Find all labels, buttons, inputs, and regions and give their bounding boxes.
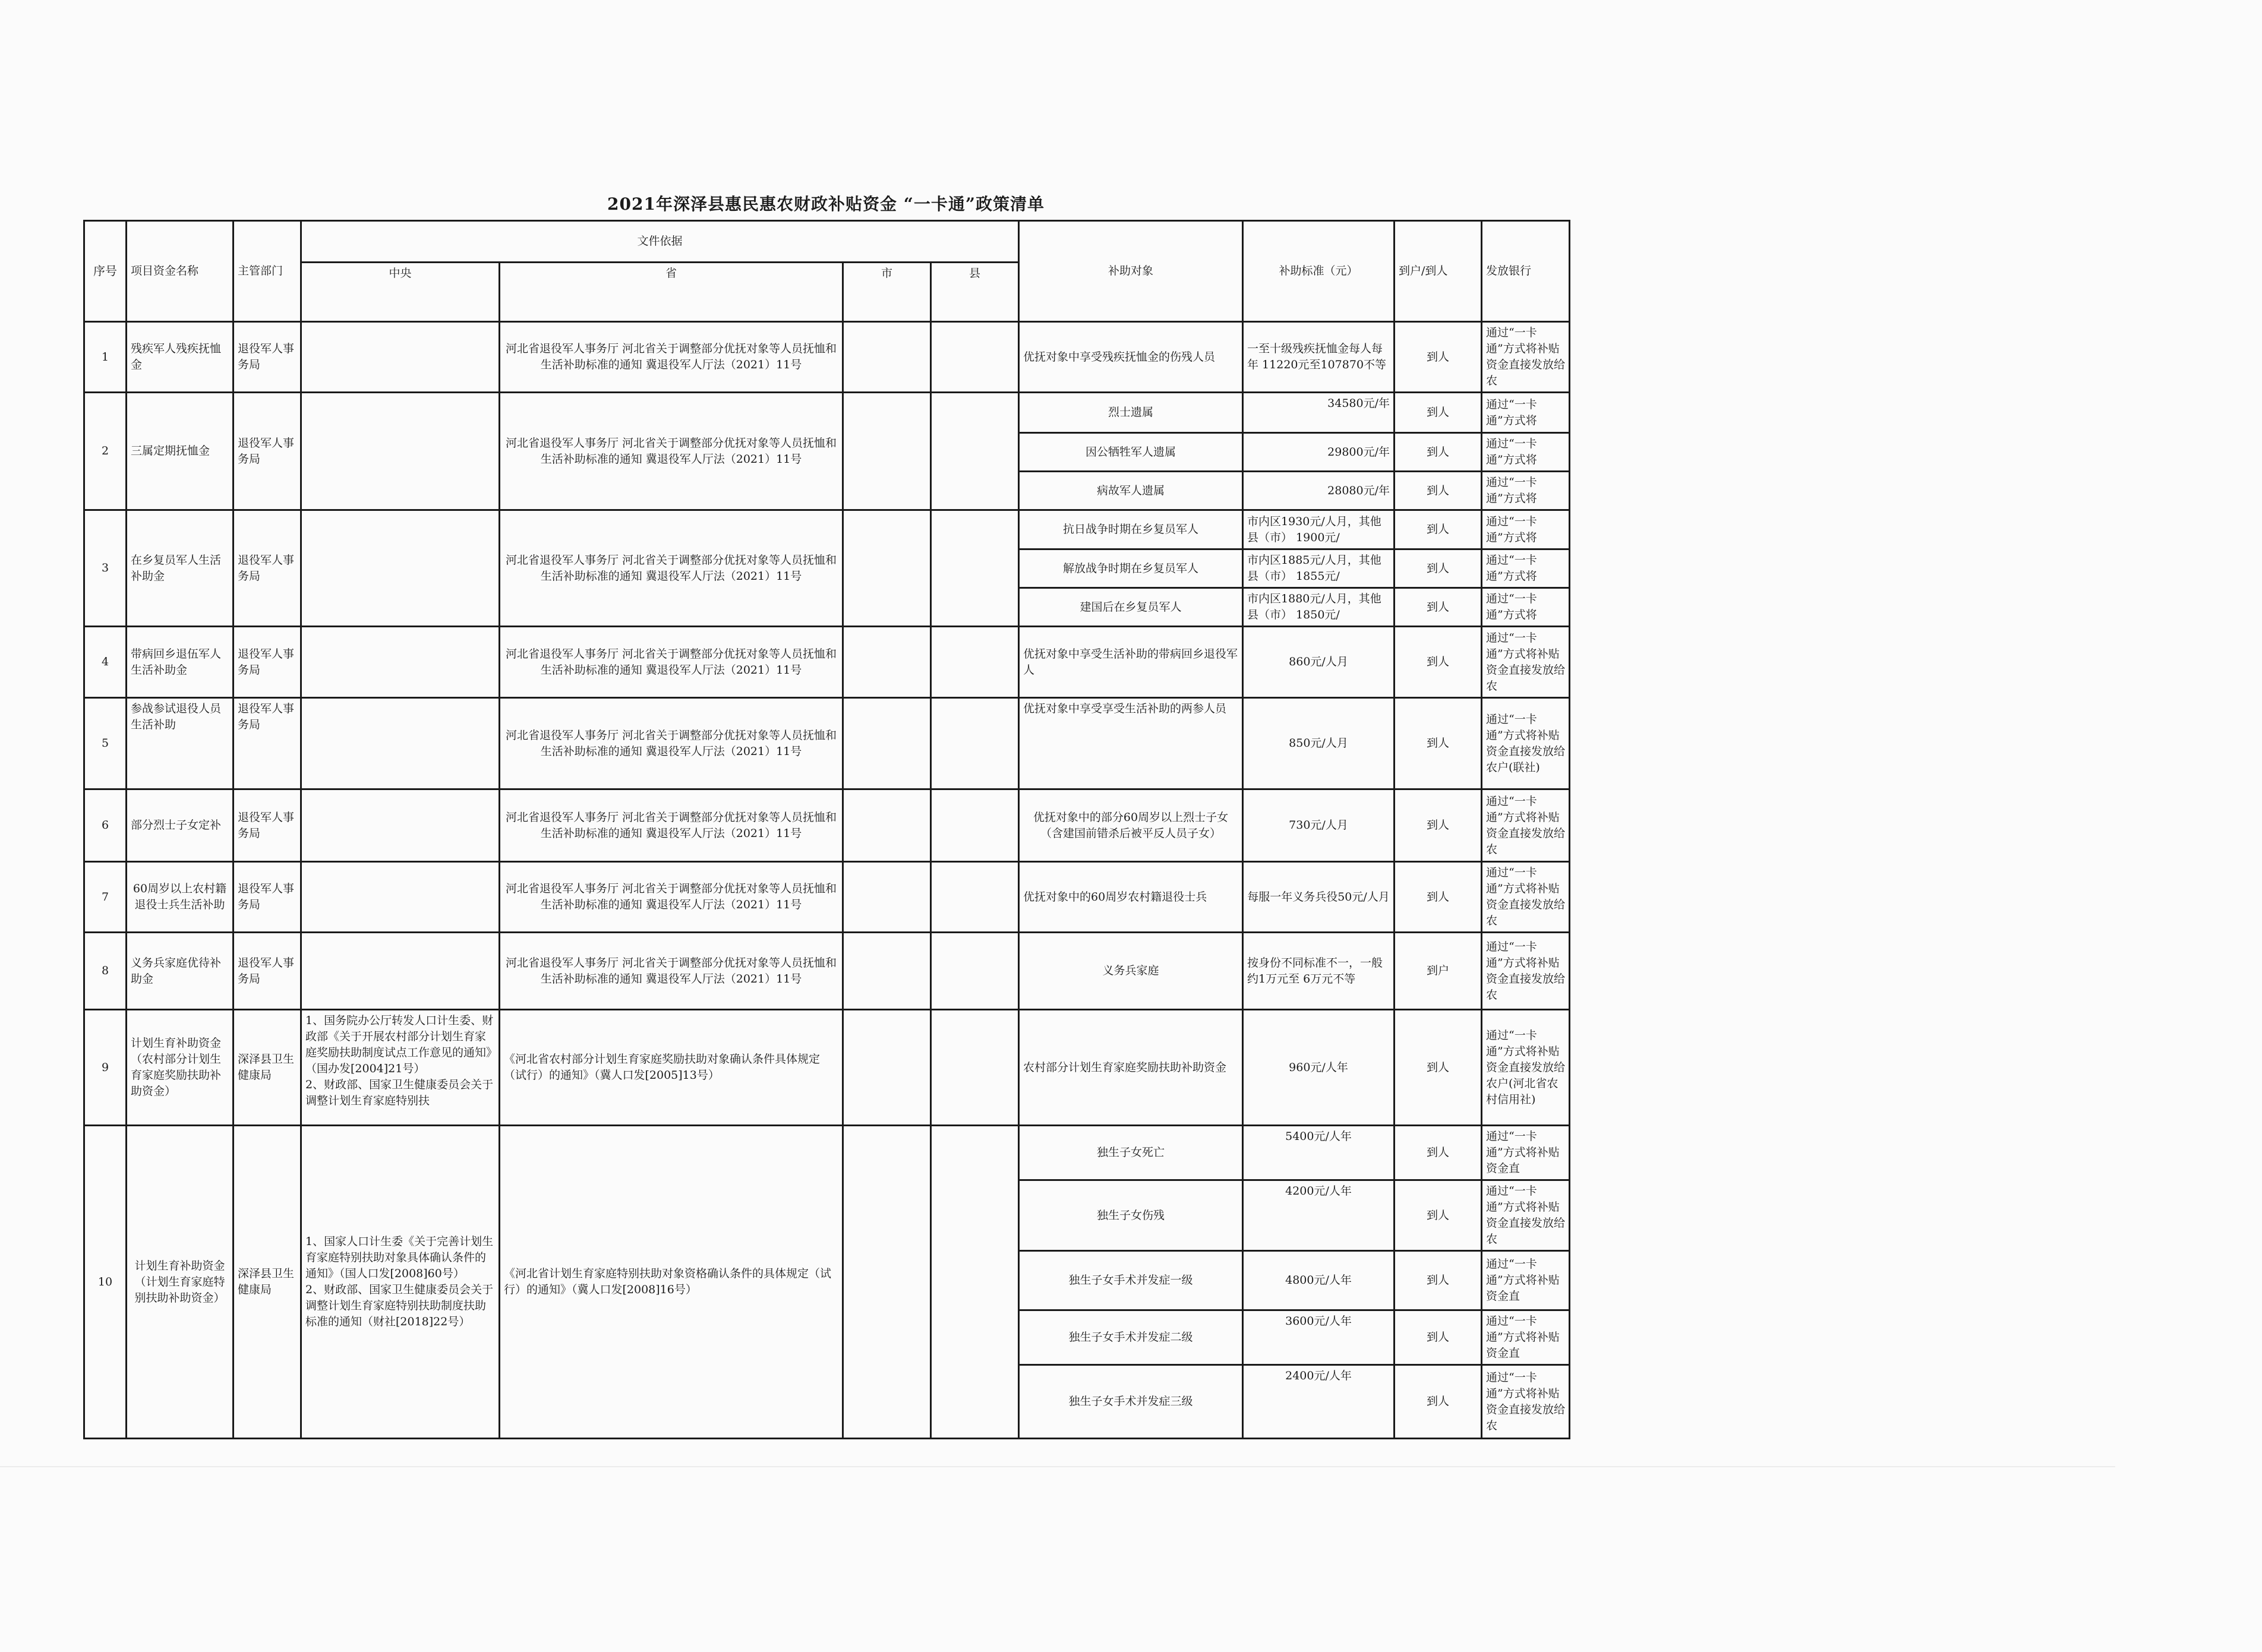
- subsidy-standard: 市内区1885元/人月，其他县（市） 1855元/: [1243, 549, 1395, 588]
- subsidy-target: 优抚对象中的60周岁农村籍退役士兵: [1019, 862, 1243, 933]
- county-basis: [931, 322, 1019, 393]
- table-row: [84, 627, 1570, 698]
- county-basis: [931, 698, 1019, 789]
- subsidy-target: 义务兵家庭: [1019, 933, 1243, 1010]
- subsidy-standard: 市内区1930元/人月，其他县（市） 1900元/: [1243, 510, 1395, 549]
- dept-name: 退役军人事务局: [234, 789, 301, 862]
- bank-info: 通过“一卡通”方式将: [1482, 393, 1570, 433]
- county-basis: [931, 393, 1019, 510]
- row-no: 9: [84, 1010, 127, 1126]
- header-central: 中央: [301, 263, 500, 322]
- delivery-mode: 到人: [1395, 322, 1482, 393]
- row-no: 2: [84, 393, 127, 510]
- delivery-mode: 到人: [1395, 510, 1482, 549]
- project-name: 60周岁以上农村籍退役士兵生活补助: [127, 862, 234, 933]
- header-project: 项目资金名称: [127, 221, 234, 322]
- header-province: 省: [500, 263, 843, 322]
- central-basis: 1、国家人口计生委《关于完善计划生育家庭特别扶助对象具体确认条件的通知》（国人口发[2008]60号） 2、财政部、国家卫生健康委员会关于调整计划生育家庭特别扶助制度扶助标准的通知（财社[2018]22号）: [301, 1126, 500, 1439]
- central-basis: [301, 933, 500, 1010]
- table-row: [84, 698, 1570, 789]
- province-basis: 河北省退役军人事务厅 河北省关于调整部分优抚对象等人员抚恤和生活补助标准的通知 冀退役军人厅法（2021）11号: [500, 322, 843, 393]
- subsidy-standard: 一至十级残疾抚恤金每人每年 11220元至107870不等: [1243, 322, 1395, 393]
- header-dept: 主管部门: [234, 221, 301, 322]
- header-standard: 补助标准（元）: [1243, 221, 1395, 322]
- city-basis: [843, 1010, 931, 1126]
- table-row: [84, 1010, 1570, 1126]
- header-target: 补助对象: [1019, 221, 1243, 322]
- delivery-mode: 到人: [1395, 393, 1482, 433]
- subsidy-target: 优抚对象中的部分60周岁以上烈士子女（含建国前错杀后被平反人员子女）: [1019, 789, 1243, 862]
- delivery-mode: 到人: [1395, 472, 1482, 510]
- bank-info: 通过“一卡通”方式将补贴资金直: [1482, 1310, 1570, 1365]
- subsidy-standard: 5400元/人年: [1243, 1126, 1395, 1180]
- dept-name: 退役军人事务局: [234, 698, 301, 789]
- subsidy-standard: 28080元/年: [1243, 472, 1395, 510]
- subsidy-target: 建国后在乡复员军人: [1019, 588, 1243, 627]
- header-no: 序号: [84, 221, 127, 322]
- city-basis: [843, 393, 931, 510]
- subsidy-standard: 按身份不同标准不一，一般约1万元至 6万元不等: [1243, 933, 1395, 1010]
- central-basis: [301, 862, 500, 933]
- bank-info: 通过“一卡通”方式将补贴资金直接发放给农: [1482, 322, 1570, 393]
- province-basis: 河北省退役军人事务厅 河北省关于调整部分优抚对象等人员抚恤和生活补助标准的通知 冀退役军人厅法（2021）11号: [500, 862, 843, 933]
- table-row: [84, 1126, 1570, 1180]
- delivery-mode: 到人: [1395, 1365, 1482, 1439]
- city-basis: [843, 698, 931, 789]
- subsidy-target: 优抚对象中享受生活补助的带病回乡退役军人: [1019, 627, 1243, 698]
- bank-info: 通过“一卡通”方式将: [1482, 472, 1570, 510]
- delivery-mode: 到人: [1395, 549, 1482, 588]
- dept-name: 退役军人事务局: [234, 862, 301, 933]
- bank-info: 通过“一卡通”方式将补贴资金直接发放给农: [1482, 627, 1570, 698]
- bank-info: 通过“一卡通”方式将补贴资金直接发放给农户(联社): [1482, 698, 1570, 789]
- subsidy-standard: 2400元/人年: [1243, 1365, 1395, 1439]
- dept-name: 深泽县卫生健康局: [234, 1126, 301, 1439]
- city-basis: [843, 322, 931, 393]
- table-row: [84, 933, 1570, 1010]
- city-basis: [843, 510, 931, 627]
- bank-info: 通过“一卡通”方式将补贴资金直接发放给农: [1482, 1365, 1570, 1439]
- county-basis: [931, 933, 1019, 1010]
- scan-edge-line: [0, 1466, 2115, 1467]
- province-basis: 河北省退役军人事务厅 河北省关于调整部分优抚对象等人员抚恤和生活补助标准的通知 冀退役军人厅法（2021）11号: [500, 393, 843, 510]
- header-basis: 文件依据: [301, 221, 1019, 263]
- row-no: 3: [84, 510, 127, 627]
- bank-info: 通过“一卡通”方式将补贴资金直接发放给农: [1482, 789, 1570, 862]
- bank-info: 通过“一卡通”方式将: [1482, 433, 1570, 472]
- county-basis: [931, 1126, 1019, 1439]
- project-name: 三属定期抚恤金: [127, 393, 234, 510]
- subsidy-standard: 4200元/人年: [1243, 1180, 1395, 1251]
- bank-info: 通过“一卡通”方式将补贴资金直: [1482, 1126, 1570, 1180]
- table-row: [84, 510, 1570, 549]
- row-no: 4: [84, 627, 127, 698]
- project-name: 计划生育补助资金（农村部分计划生育家庭奖励扶助补助资金）: [127, 1010, 234, 1126]
- central-basis: [301, 698, 500, 789]
- row-no: 1: [84, 322, 127, 393]
- subsidy-standard: 每服一年义务兵役50元/人月: [1243, 862, 1395, 933]
- subsidy-target: 独生子女手术并发症二级: [1019, 1310, 1243, 1365]
- city-basis: [843, 627, 931, 698]
- table-row: [84, 393, 1570, 433]
- bank-info: 通过“一卡通”方式将补贴资金直接发放给农: [1482, 1180, 1570, 1251]
- county-basis: [931, 789, 1019, 862]
- dept-name: 深泽县卫生健康局: [234, 1010, 301, 1126]
- province-basis: 河北省退役军人事务厅 河北省关于调整部分优抚对象等人员抚恤和生活补助标准的通知 冀退役军人厅法（2021）11号: [500, 933, 843, 1010]
- project-name: 部分烈士子女定补: [127, 789, 234, 862]
- subsidy-target: 独生子女手术并发症一级: [1019, 1251, 1243, 1310]
- subsidy-standard: 730元/人月: [1243, 789, 1395, 862]
- province-basis: 河北省退役军人事务厅 河北省关于调整部分优抚对象等人员抚恤和生活补助标准的通知 冀退役军人厅法（2021）11号: [500, 698, 843, 789]
- dept-name: 退役军人事务局: [234, 322, 301, 393]
- row-no: 8: [84, 933, 127, 1010]
- project-name: 残疾军人残疾抚恤金: [127, 322, 234, 393]
- central-basis: [301, 510, 500, 627]
- row-no: 6: [84, 789, 127, 862]
- subsidy-target: 因公牺牲军人遗属: [1019, 433, 1243, 472]
- table-row: [84, 862, 1570, 933]
- province-basis: 河北省退役军人事务厅 河北省关于调整部分优抚对象等人员抚恤和生活补助标准的通知 冀退役军人厅法（2021）11号: [500, 789, 843, 862]
- bank-info: 通过“一卡通”方式将: [1482, 510, 1570, 549]
- dept-name: 退役军人事务局: [234, 627, 301, 698]
- county-basis: [931, 862, 1019, 933]
- delivery-mode: 到人: [1395, 1310, 1482, 1365]
- subsidy-target: 烈士遗属: [1019, 393, 1243, 433]
- dept-name: 退役军人事务局: [234, 510, 301, 627]
- subsidy-target: 优抚对象中享受享受生活补助的两参人员: [1019, 698, 1243, 789]
- county-basis: [931, 1010, 1019, 1126]
- project-name: 参战参试退役人员生活补助: [127, 698, 234, 789]
- delivery-mode: 到人: [1395, 627, 1482, 698]
- project-name: 带病回乡退伍军人生活补助金: [127, 627, 234, 698]
- bank-info: 通过“一卡通”方式将补贴资金直: [1482, 1251, 1570, 1310]
- row-no: 5: [84, 698, 127, 789]
- delivery-mode: 到户: [1395, 933, 1482, 1010]
- subsidy-standard: 3600元/人年: [1243, 1310, 1395, 1365]
- bank-info: 通过“一卡通”方式将补贴资金直接发放给农: [1482, 862, 1570, 933]
- row-no: 10: [84, 1126, 127, 1439]
- central-basis: [301, 393, 500, 510]
- bank-info: 通过“一卡通”方式将: [1482, 549, 1570, 588]
- delivery-mode: 到人: [1395, 1010, 1482, 1126]
- subsidy-target: 解放战争时期在乡复员军人: [1019, 549, 1243, 588]
- delivery-mode: 到人: [1395, 588, 1482, 627]
- table-row: [84, 789, 1570, 862]
- subsidy-target: 独生子女死亡: [1019, 1126, 1243, 1180]
- subsidy-standard: 4800元/人年: [1243, 1251, 1395, 1310]
- delivery-mode: 到人: [1395, 1251, 1482, 1310]
- province-basis: 河北省退役军人事务厅 河北省关于调整部分优抚对象等人员抚恤和生活补助标准的通知 冀退役军人厅法（2021）11号: [500, 627, 843, 698]
- subsidy-target: 独生子女手术并发症三级: [1019, 1365, 1243, 1439]
- header-county: 县: [931, 263, 1019, 322]
- bank-info: 通过“一卡通”方式将补贴资金直接发放给农户(河北省农村信用社): [1482, 1010, 1570, 1126]
- city-basis: [843, 862, 931, 933]
- central-basis: [301, 789, 500, 862]
- page-title: 2021年深泽县惠民惠农财政补贴资金 “一卡通”政策清单: [607, 194, 1045, 214]
- subsidy-target: 抗日战争时期在乡复员军人: [1019, 510, 1243, 549]
- delivery-mode: 到人: [1395, 698, 1482, 789]
- city-basis: [843, 789, 931, 862]
- delivery-mode: 到人: [1395, 1126, 1482, 1180]
- project-name: 在乡复员军人生活补助金: [127, 510, 234, 627]
- central-basis: 1、国务院办公厅转发人口计生委、财政部《关于开展农村部分计划生育家庭奖励扶助制度试点工作意见的通知》（国办发[2004]21号） 2、财政部、国家卫生健康委员会关于调整计划生育家庭特别扶: [301, 1010, 500, 1126]
- subsidy-standard: 市内区1880元/人月，其他县（市） 1850元/: [1243, 588, 1395, 627]
- bank-info: 通过“一卡通”方式将补贴资金直接发放给农: [1482, 933, 1570, 1010]
- province-basis: 《河北省计划生育家庭特别扶助对象资格确认条件的具体规定（试 行）的通知》（冀人口发[2008]16号）: [500, 1126, 843, 1439]
- county-basis: [931, 627, 1019, 698]
- county-basis: [931, 510, 1019, 627]
- project-name: 计划生育补助资金（计划生育家庭特别扶助补助资金）: [127, 1126, 234, 1439]
- policy-table: [83, 220, 1570, 1439]
- delivery-mode: 到人: [1395, 1180, 1482, 1251]
- bank-info: 通过“一卡通”方式将: [1482, 588, 1570, 627]
- city-basis: [843, 1126, 931, 1439]
- header-city: 市: [843, 263, 931, 322]
- subsidy-standard: 860元/人月: [1243, 627, 1395, 698]
- subsidy-standard: 34580元/年: [1243, 393, 1395, 433]
- header-bank: 发放银行: [1482, 221, 1570, 322]
- project-name: 义务兵家庭优待补助金: [127, 933, 234, 1010]
- dept-name: 退役军人事务局: [234, 393, 301, 510]
- subsidy-target: 农村部分计划生育家庭奖励扶助补助资金: [1019, 1010, 1243, 1126]
- province-basis: 河北省退役军人事务厅 河北省关于调整部分优抚对象等人员抚恤和生活补助标准的通知 冀退役军人厅法（2021）11号: [500, 510, 843, 627]
- delivery-mode: 到人: [1395, 862, 1482, 933]
- province-basis: 《河北省农村部分计划生育家庭奖励扶助对象确认条件具体规定 （试行）的通知》（冀人口发[2005]13号）: [500, 1010, 843, 1126]
- subsidy-target: 病故军人遗属: [1019, 472, 1243, 510]
- header-delivery: 到户/到人: [1395, 221, 1482, 322]
- subsidy-standard: 850元/人月: [1243, 698, 1395, 789]
- delivery-mode: 到人: [1395, 433, 1482, 472]
- central-basis: [301, 627, 500, 698]
- delivery-mode: 到人: [1395, 789, 1482, 862]
- subsidy-target: 独生子女伤残: [1019, 1180, 1243, 1251]
- subsidy-standard: 29800元/年: [1243, 433, 1395, 472]
- table-row: [84, 322, 1570, 393]
- subsidy-standard: 960元/人年: [1243, 1010, 1395, 1126]
- central-basis: [301, 322, 500, 393]
- subsidy-target: 优抚对象中享受残疾抚恤金的伤残人员: [1019, 322, 1243, 393]
- dept-name: 退役军人事务局: [234, 933, 301, 1010]
- row-no: 7: [84, 862, 127, 933]
- city-basis: [843, 933, 931, 1010]
